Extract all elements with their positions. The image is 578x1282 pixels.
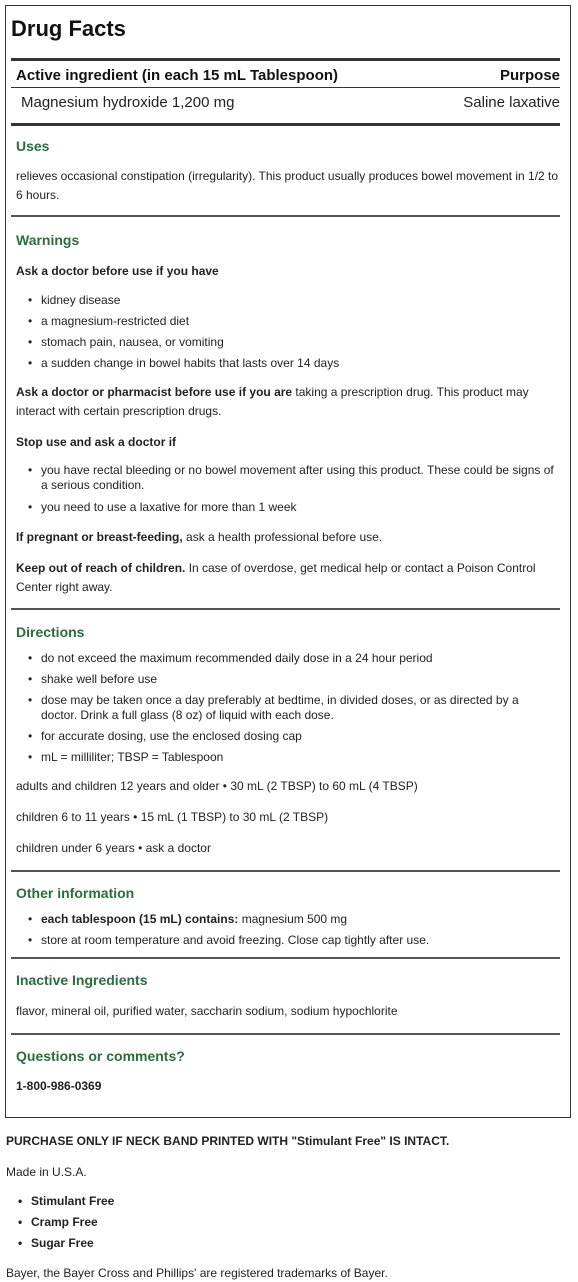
pharmacist-warning-text: taking a prescription drug. This product may interact with certain prescription drugs. <box>16 385 529 418</box>
conditions-list <box>23 293 553 371</box>
list-item: • you need to use a laxative for more than 1 week <box>23 500 558 515</box>
list-item: • a sudden change in bowel habits that lasts over 14 days <box>23 356 553 371</box>
divider <box>11 123 560 126</box>
list-item <box>23 912 553 927</box>
divider <box>11 215 560 217</box>
list-item: • Stimulant Free <box>13 1194 313 1209</box>
uses-text: relieves occasional constipation (irregularity). This product usually produces bowel movement in 1/2 to 6 hours. <box>16 169 559 202</box>
purpose-label: Purpose <box>499 67 560 84</box>
trademark-notice: Bayer, the Bayer Cross and Phillips' are registered trademarks of Bayer. <box>6 1266 388 1280</box>
questions-heading: Questions or comments? <box>16 1048 185 1064</box>
drug-facts-title: Drug Facts <box>11 16 126 41</box>
divider <box>11 87 560 88</box>
purpose: Saline laxative <box>463 94 560 111</box>
list-item: • do not exceed the maximum recommended daily dose in a 24 hour period <box>23 651 535 666</box>
other-info-heading: Other information <box>16 885 135 901</box>
pregnant-warning-bold: If pregnant or breast-feeding, <box>16 530 183 544</box>
list-item: • Sugar Free <box>13 1236 313 1251</box>
active-ingredient: Magnesium hydroxide 1,200 mg <box>21 94 235 111</box>
directions-list <box>23 651 535 765</box>
purchase-notice: PURCHASE ONLY IF NECK BAND PRINTED WITH "Stimulant Free" IS INTACT. <box>6 1134 450 1148</box>
stop-use-list <box>23 463 558 515</box>
list-item: • store at room temperature and avoid freezing. Close cap tightly after use. <box>23 933 553 948</box>
list-item: • dose may be taken once a day preferably at bedtime, in divided doses, or as directed by a doctor. Drink a full glass (8 oz) of liquid with each dose. <box>23 693 535 723</box>
under-six-dosage: children under 6 years • ask a doctor <box>16 841 211 855</box>
pharmacist-warning <box>16 383 556 421</box>
phone-number: 1-800-986-0369 <box>16 1079 102 1093</box>
tablespoon-contains-bold: each tablespoon (15 mL) contains: <box>41 912 239 926</box>
list-item: • shake well before use <box>23 672 535 687</box>
tablespoon-contains-text: magnesium 500 mg <box>238 912 348 926</box>
active-ingredient-label: Active ingredient (in each 15 mL Tablespoon) <box>16 67 339 84</box>
keep-out-warning-text: In case of overdose, get medical help or contact a Poison Control Center right away. <box>16 561 536 594</box>
uses-heading: Uses <box>16 138 50 154</box>
pregnant-warning <box>16 528 382 547</box>
features-list <box>13 1194 313 1251</box>
divider <box>11 1033 560 1035</box>
pharmacist-warning-bold: Ask a doctor or pharmacist before use if you are <box>16 385 293 399</box>
list-item: • Cramp Free <box>13 1215 313 1230</box>
adults-dosage: adults and children 12 years and older • 30 mL (2 TBSP) to 60 mL (4 TBSP) <box>16 779 418 793</box>
list-item: • mL = milliliter; TBSP = Tablespoon <box>23 750 535 765</box>
pregnant-warning-text: ask a health professional before use. <box>182 530 383 544</box>
keep-out-warning <box>16 559 551 597</box>
stop-use-heading: Stop use and ask a doctor if <box>16 435 177 449</box>
other-info-list <box>23 912 553 948</box>
list-item: • a magnesium-restricted diet <box>23 314 553 329</box>
directions-heading: Directions <box>16 624 85 640</box>
list-item: • for accurate dosing, use the enclosed dosing cap <box>23 729 535 744</box>
list-item: • kidney disease <box>23 293 553 308</box>
divider <box>11 870 560 872</box>
list-item: • stomach pain, nausea, or vomiting <box>23 335 553 350</box>
keep-out-warning-bold: Keep out of reach of children. <box>16 561 186 575</box>
warnings-heading: Warnings <box>16 232 80 248</box>
children-dosage: children 6 to 11 years • 15 mL (1 TBSP) to 30 mL (2 TBSP) <box>16 810 329 824</box>
divider <box>11 957 560 959</box>
list-item: • you have rectal bleeding or no bowel movement after using this product. These could be signs of a serious condition. <box>23 463 558 493</box>
inactive-text: flavor, mineral oil, purified water, saccharin sodium, sodium hypochlorite <box>16 1004 398 1018</box>
inactive-heading: Inactive Ingredients <box>16 972 148 988</box>
divider <box>11 608 560 610</box>
divider <box>11 58 560 61</box>
made-in: Made in U.S.A. <box>6 1165 87 1179</box>
ask-doctor-heading: Ask a doctor before use if you have <box>16 264 219 278</box>
